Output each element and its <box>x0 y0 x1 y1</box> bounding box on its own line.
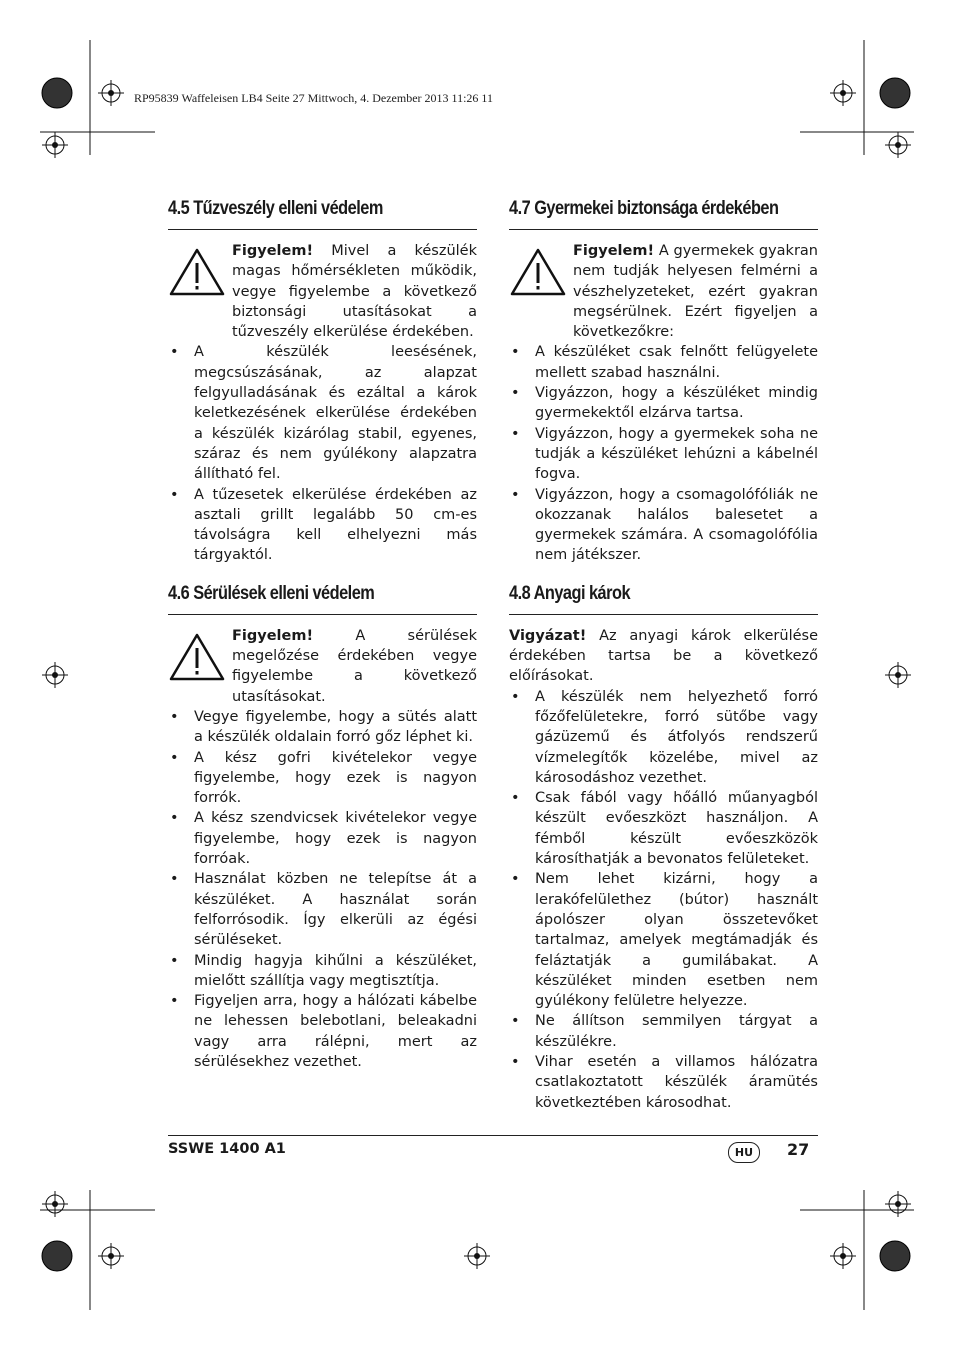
warning-box <box>168 241 477 342</box>
section-title: 4.7 Gyermekei biztonsága érdekében <box>509 198 779 219</box>
bullet-list <box>168 707 477 1072</box>
footer-model: SSWE 1400 A1 <box>168 1141 286 1157</box>
list-item: • Nem lehet kizárni, hogy a lerakófelülethez (bútor) használt ápolószer olyan összetevőket tartalmaz, amelyek megtámadják és feláztatják a gumilábakat. A készüléket minden esetben nem gyúlékony felületre helyezze. <box>509 869 818 1011</box>
warning-text: Figyelem! A sérülések megelőzése érdekében vegye figyelembe a következő utasításokat. <box>232 627 477 705</box>
bullet-list <box>168 342 477 565</box>
list-item: • A készüléket csak felnőtt felügyelete mellett szabad használni. <box>509 342 818 383</box>
list-item: • Vihar esetén a villamos hálózatra csatlakoztatott készülék áramütés következtében károsodhat. <box>509 1052 818 1113</box>
section-rule <box>168 614 477 615</box>
list-item: • A tűzesetek elkerülése érdekében az asztali grillt legalább 50 cm-es távolságra kell elhelyezni más tárgyaktól. <box>168 485 477 566</box>
section-rule <box>509 229 818 230</box>
list-item: • Vigyázzon, hogy a csomagolófóliák ne okozzanak halálos balesetet a gyermekek számára. A csomagolófólia nem játékszer. <box>509 485 818 566</box>
warning-label: Figyelem! <box>232 243 314 259</box>
caution-label: Vigyázat! <box>509 627 587 644</box>
print-header: RP95839 Waffeleisen LB4 Seite 27 Mittwoch, 4. Dezember 2013 11:26 11 <box>134 91 493 105</box>
warning-triangle-icon <box>168 626 232 686</box>
section-rule <box>168 229 477 230</box>
bullet-list <box>509 687 818 1113</box>
list-item: • Mindig hagyja kihűlni a készüléket, mielőtt szállítja vagy megtisztítja. <box>168 951 477 992</box>
list-item: • Csak fából vagy hőálló műanyagból készült evőeszközt használjon. A fémből készült evőeszközök károsíthatják a bevonatos felületeket. <box>509 788 818 869</box>
section-4-6 <box>168 583 477 1073</box>
list-item: • Vigyázzon, hogy a gyermekek soha ne tudják a készüléket lehúzni a kábelnél fogva. <box>509 424 818 485</box>
section-title: 4.5 Tűzveszély elleni védelem <box>168 198 383 219</box>
section-4-7 <box>509 198 818 566</box>
footer-rule <box>168 1135 818 1136</box>
caution-text: Vigyázat! Az anyagi károk elkerülése érdekében tartsa be a következő előírásokat. <box>509 627 818 685</box>
warning-text: Figyelem! Mivel a készülék magas hőmérsékleten működik, vegye figyelembe a következő biztonsági utasításokat a tűzveszély elkerülése érdekében. <box>232 243 477 341</box>
list-item: • Ne állítson semmilyen tárgyat a készülékre. <box>509 1011 818 1052</box>
warning-text: Figyelem! A gyermekek gyakran nem tudják helyesen felmérni a vészhelyzeteket, ezért gyakran megsérülnek. Ezért figyeljen a következőkre: <box>573 243 818 341</box>
section-title: 4.6 Sérülések elleni védelem <box>168 582 375 604</box>
list-item: • Használat közben ne telepítse át a készüléket. A használat során felforrósodik. Így elkerüli az égési sérüléseket. <box>168 869 477 950</box>
bullet-list <box>509 342 818 565</box>
language-badge: HU <box>728 1142 760 1163</box>
list-item: • A készülék leesésének, megcsúszásának, az alapzat felgyulladásának és ezáltal a károk keletkezésének elkerülése érdekében a készülék kizárólag stabil, egyenes, száraz és nem gyúlékony alapzatra állítható fel. <box>168 342 477 484</box>
section-4-8 <box>509 583 818 1113</box>
section-4-5 <box>168 198 477 566</box>
warning-triangle-icon <box>509 241 573 301</box>
list-item: • Vigyázzon, hogy a készüléket mindig gyermekektől elzárva tartsa. <box>509 383 818 424</box>
section-title: 4.8 Anyagi károk <box>509 582 631 604</box>
list-item: • Figyeljen arra, hogy a hálózati kábelbe ne lehessen belebotlani, beleakadni vagy arra rálépni, mert az sérülésekhez vezethet. <box>168 991 477 1072</box>
list-item: • A kész gofri kivételekor vegye figyelembe, hogy ezek is nagyon forrók. <box>168 748 477 809</box>
warning-label: Figyelem! <box>232 627 314 644</box>
left-column <box>168 198 477 1072</box>
list-item: • A kész szendvicsek kivételekor vegye figyelembe, hogy ezek is nagyon forróak. <box>168 808 477 869</box>
list-item: • A készülék nem helyezhető forró főzőfelületekre, forró sütőbe vagy gázüzemű és átfolyós rendszerű vízmelegítők közelébe, mivel az károsodáshoz vezethet. <box>509 687 818 788</box>
warning-box <box>509 241 818 342</box>
section-rule <box>509 614 818 615</box>
warning-triangle-icon <box>168 241 232 301</box>
right-column <box>509 198 818 1113</box>
warning-label: Figyelem! <box>573 243 655 259</box>
page-number: 27 <box>787 1140 810 1159</box>
list-item: • Vegye figyelembe, hogy a sütés alatt a készülék oldalain forró gőz léphet ki. <box>168 707 477 748</box>
warning-box <box>168 626 477 707</box>
